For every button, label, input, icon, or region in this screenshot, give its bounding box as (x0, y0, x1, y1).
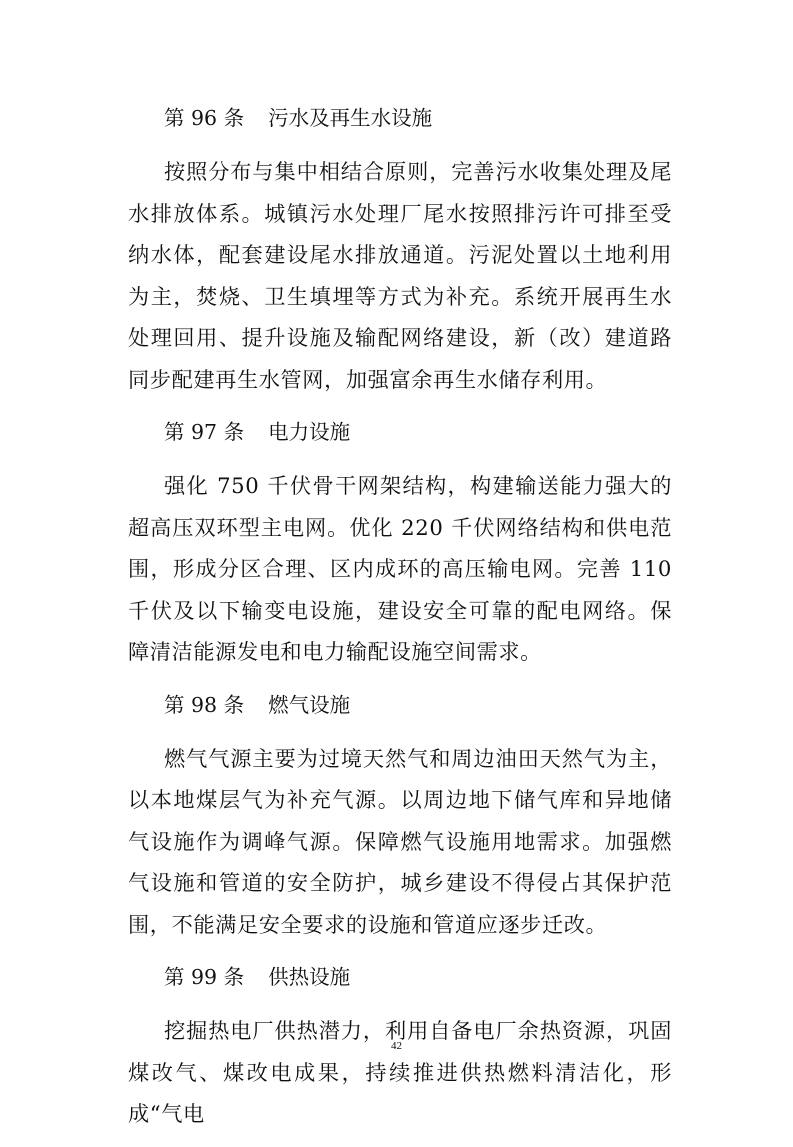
article-96-number: 第 96 条 (164, 106, 245, 130)
article-96-title: 污水及再生水设施 (268, 106, 433, 130)
article-96-paragraph: 按照分布与集中相结合原则，完善污水收集处理及尾水排放体系。城镇污水处理厂尾水按照排污许可排至受纳水体，配套建设尾水排放通道。污泥处置以土地利用为主，焚烧、卫生填埋等方式为补充。系统开展再生水处理回用、提升设施及输配网络建设，新（改）建道路同步配建再生水管网，加强富余再生水储存利用。 (128, 159, 672, 392)
article-96-heading (128, 98, 672, 139)
article-99-title: 供热设施 (268, 965, 351, 989)
article-98-title: 燃气设施 (268, 692, 351, 717)
article-99-paragraph: 挖掘热电厂供热潜力，利用自备电厂余热资源，巩固煤改气、煤改电成果，持续推进供热燃料清洁化，形成“气电 (128, 1018, 672, 1126)
article-97-title: 电力设施 (268, 420, 351, 444)
article-98-number: 第 98 条 (164, 692, 245, 717)
article-99-heading (128, 957, 672, 998)
page-number: 42 (391, 1040, 402, 1052)
article-99-number: 第 99 条 (164, 965, 245, 989)
article-97-heading (128, 412, 672, 453)
document-body (128, 98, 672, 1147)
article-98-paragraph: 燃气气源主要为过境天然气和周边油田天然气为主，以本地煤层气为补充气源。以周边地下储气库和异地储气设施作为调峰气源。保障燃气设施用地需求。加强燃气设施和管道的安全防护，城乡建设不得侵占其保护范围，不能满足安全要求的设施和管道应逐步迁改。 (128, 745, 672, 937)
article-98-heading (128, 685, 672, 726)
article-97-paragraph: 强化 750 千伏骨干网架结构，构建输送能力强大的超高压双环型主电网。优化 220 千伏网络结构和供电范围，形成分区合理、区内成环的高压输电网。完善 110 千伏及以下输变电设施，建设安全可靠的配电网络。保障清洁能源发电和电力输配设施空间需求。 (128, 473, 672, 664)
article-97-number: 第 97 条 (164, 420, 245, 444)
